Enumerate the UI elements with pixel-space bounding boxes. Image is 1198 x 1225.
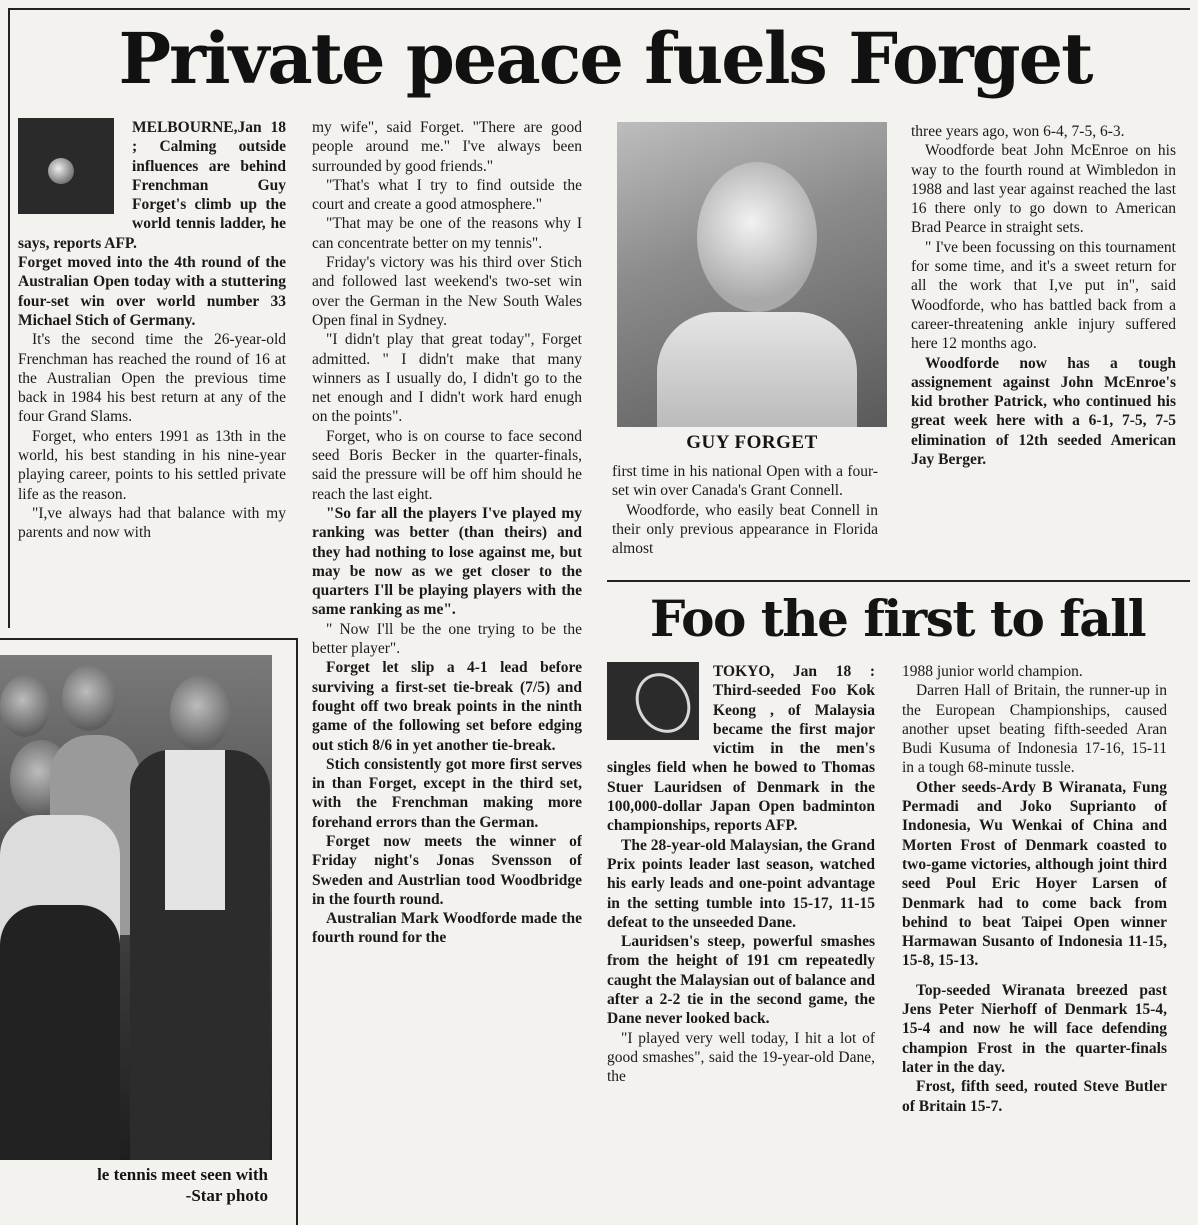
paragraph: MELBOURNE,Jan 18 ; Calming outside influences are behind Frenchman Guy Forget's climb up the world tennis ladder, he says, reports AFP.: [18, 119, 286, 252]
paragraph: 1988 junior world champion.: [902, 663, 1083, 680]
paragraph: Forget moved into the 4th round of the Australian Open today with a stuttering four-set win over world number 33 Michael Stich of Germany.: [18, 254, 286, 329]
top-rule: [8, 8, 1190, 10]
story1-col3: [612, 462, 878, 578]
paragraph: "I played very well today, I hit a lot of good smashes", said the 19-year-old Dane, the: [607, 1029, 875, 1086]
column-rule: [296, 638, 298, 1225]
tennis-ball-photo: [18, 118, 114, 214]
caption-line: le tennis meet seen with: [97, 1165, 268, 1184]
paragraph: "I,ve always had that balance with my parents and now with: [18, 504, 286, 542]
paragraph: Stich consistently got more first serves in than Forget, except in the third set, with the Frenchman making more forehand errors than the German.: [312, 755, 582, 831]
story2-col2: [902, 662, 1167, 1218]
paragraph: Lauridsen's steep, powerful smashes from the height of 191 cm repeatedly caught the Malaysian out of balance and after a 2-2 tie in the second game, the Dane never looked back.: [607, 933, 875, 1028]
paragraph: Forget now meets the winner of Friday night's Jonas Svensson of Sweden and Austrlian tood Woodbridge in the fourth round.: [312, 832, 582, 908]
paragraph: Forget let slip a 4-1 lead before surviving a first-set tie-break (7/5) and fought off two break points in the ninth game of the following set before edging out stich 8/6 in yet another tie-break.: [312, 659, 582, 754]
paragraph: Other seeds-Ardy B Wiranata, Fung Permadi and Joko Suprianto of Indonesia, Wu Wenkai of China and Morten Frost of Denmark coasted to two-game victories, although joint third seed Poul Eric Hoyer Larsen of Denmark had to come back from behind to beat Taipei Open winner Harmawan Susanto of Indonesia 11-15, 15-8, 15-13.: [902, 778, 1167, 970]
paragraph: TOKYO, Jan 18 : Third-seeded Foo Kok Keong , of Malaysia became the first major victim in the men's singles field when he bowed to Thomas Stuer Lauridsen of Denmark in the 100,000-dollar Japan Open badminton championships, reports AFP.: [607, 663, 875, 835]
guy-forget-photo: [617, 122, 887, 427]
left-rule: [8, 8, 10, 628]
paragraph: "So far all the players I've played my ranking was better (than theirs) and they had nothing to lose against me, but may be now as we get closer to the quarters I'll be playing players with the same ranking as me".: [312, 504, 582, 619]
group-photo: [0, 655, 272, 1160]
paragraph: three years ago, won 6-4, 7-5, 6-3.: [911, 123, 1125, 140]
group-photo-caption: [0, 1164, 268, 1206]
paragraph: Frost, fifth seed, routed Steve Butler of Britain 15-7.: [902, 1078, 1167, 1115]
story1-col1: [18, 118, 286, 638]
story2-col1: [607, 662, 875, 1218]
paragraph: Darren Hall of Britain, the runner-up in the European Championships, caused another upset beating fifth-seeded Aran Budi Kusuma of Indonesia 17-16, 15-11 in a tough 68-minute tussle.: [902, 682, 1167, 777]
headline-foo: Foo the first to fall: [649, 589, 1146, 648]
paragraph: Top-seeded Wiranata breezed past Jens Peter Nierhoff of Denmark 15-4, 15-4 and now he will face defending champion Frost in the quarter-finals later in the day.: [902, 981, 1167, 1076]
paragraph: Woodforde now has a tough assignement against John McEnroe's kid brother Patrick, who continued his great week here with a 6-1, 7-5, 7-5 elimination of 12th seeded American Jay Berger.: [911, 354, 1176, 469]
story1-col4: [911, 122, 1176, 578]
paragraph: Woodforde, who easily beat Connell in their only previous appearance in Florida almost: [612, 501, 878, 558]
section-rule: [607, 580, 1190, 582]
story1-col2: [312, 118, 582, 1208]
paragraph: The 28-year-old Malaysian, the Grand Prix points leader last season, watched his early leads and one-point advantage in the setting tumble into 15-17, 11-15 defeat to the unseeded Dane.: [607, 836, 875, 931]
paragraph: first time in his national Open with a four-set win over Canada's Grant Connell.: [612, 463, 878, 500]
paragraph: Woodforde beat John McEnroe on his way to the fourth round at Wimbledon in 1988 and last year against reached the last 16 there only to go down to American Brad Pearce in straight sets.: [911, 142, 1176, 237]
paragraph: Forget, who is on course to face second seed Boris Becker in the quarter-finals, said the pressure will be off him should he reach the last eight.: [312, 427, 582, 503]
paragraph: Australian Mark Woodforde made the fourth round for the: [312, 910, 582, 947]
paragraph: "I didn't play that great today", Forget admitted. " I didn't make that many winners as I usually do, I didn't go to the net enough and I didn't work hard enugh on the points".: [312, 331, 582, 426]
paragraph: " Now I'll be the one trying to be the better player".: [312, 620, 582, 658]
paragraph: "That may be one of the reasons why I can concentrate better on my tennis".: [312, 215, 582, 252]
paragraph: Friday's victory was his third over Stich and followed last weekend's two-set win over the German in the New South Wales Open final in Sydney.: [312, 254, 582, 329]
paragraph: my wife", said Forget. "There are good people around me." I've always been surrounded by good friends.": [312, 119, 582, 175]
photo-frame-top: [0, 638, 298, 640]
photo-caption: GUY FORGET: [686, 432, 818, 453]
paragraph: " I've been focussing on this tournament for some time, and it's a sweet return for all the work that I,ve put in", said Woodforde, who has battled back from a career-threatening ankle injury suffered here 12 months ago.: [911, 238, 1176, 353]
headline-forget: Private peace fuels Forget: [118, 17, 1092, 100]
paragraph: It's the second time the 26-year-old Frenchman has reached the round of 16 at the Australian Open the previous time back in 1984 his best return at any of the four Grand Slams.: [18, 331, 286, 426]
caption-line: -Star photo: [185, 1186, 268, 1205]
badminton-racket-photo: [607, 662, 699, 740]
paragraph: Forget, who enters 1991 as 13th in the world, his best standing in his nine-year playing career, points to his settled private life as the reason.: [18, 427, 286, 503]
paragraph: "That's what I try to find outside the court and create a good atmosphere.": [312, 176, 582, 214]
